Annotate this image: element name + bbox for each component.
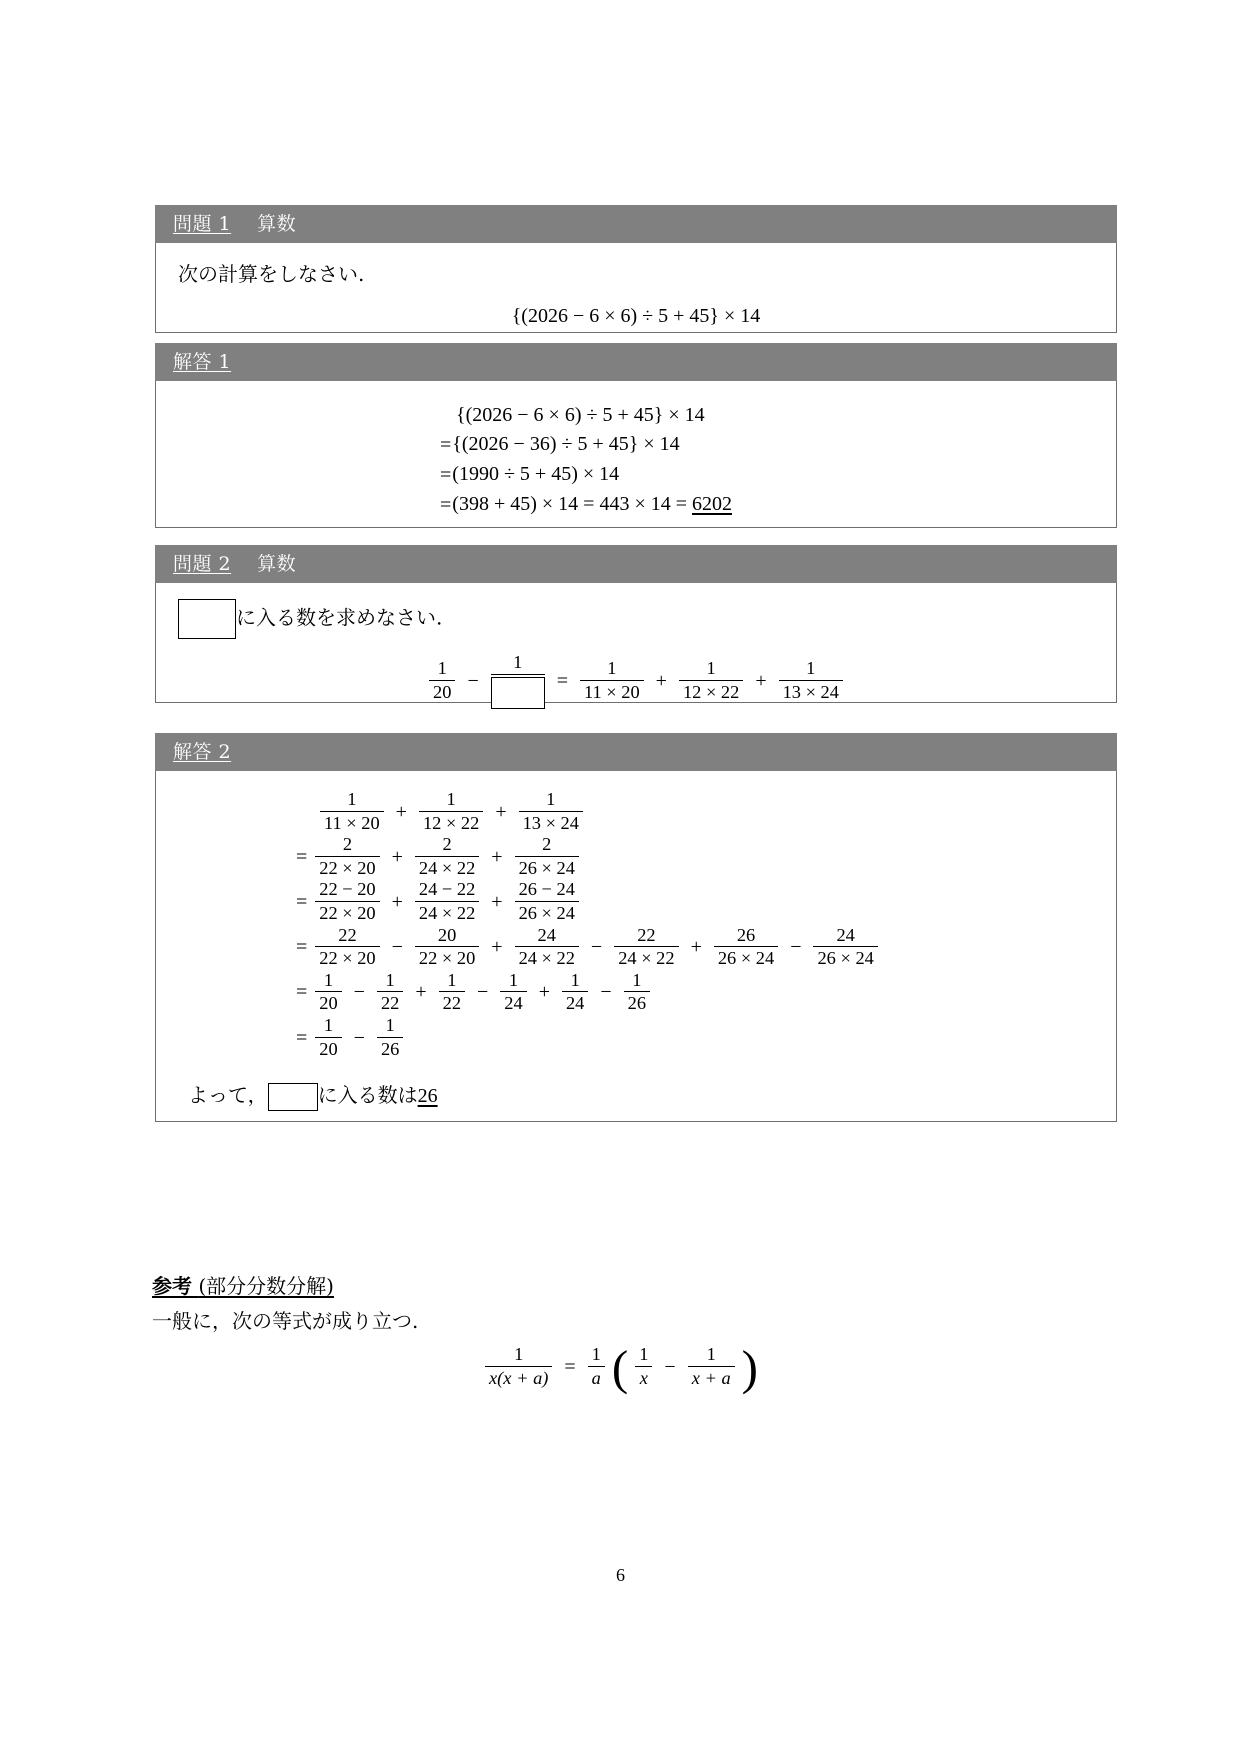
fraction-denominator: 22 bbox=[380, 993, 400, 1014]
problem-2-body bbox=[155, 583, 1117, 703]
fraction-denominator: 24 × 22 bbox=[518, 948, 575, 969]
problem-2-subject: 算数 bbox=[257, 553, 297, 575]
fraction-numerator: 26 bbox=[714, 925, 778, 948]
problem-1-expression-text: {(2026 − 6 × 6) ÷ 5 + 45} × 14 bbox=[511, 305, 761, 327]
page-number: 6 bbox=[616, 1565, 625, 1585]
answer-1-line bbox=[440, 433, 1094, 457]
problem-2-instruction-text: に入る数を求めなさい. bbox=[236, 605, 443, 630]
minus-operator: − bbox=[353, 981, 365, 1004]
fraction bbox=[679, 658, 743, 702]
fraction bbox=[377, 1015, 403, 1059]
plus-operator: + bbox=[690, 936, 702, 959]
equals-operator: = bbox=[564, 1355, 576, 1378]
fraction-denominator: 26 × 24 bbox=[817, 948, 874, 969]
fraction-denominator: 24 × 22 bbox=[618, 948, 675, 969]
minus-operator: − bbox=[664, 1355, 676, 1378]
fraction bbox=[588, 1344, 605, 1388]
fraction-denominator: 26 bbox=[380, 1038, 400, 1059]
paren-open: ( bbox=[611, 1339, 629, 1395]
fraction-denominator: 24 × 22 bbox=[418, 857, 476, 878]
answer-1-line-4-prefix: (398 + 45) × 14 = 443 × 14 = bbox=[452, 492, 692, 515]
answer-2-header bbox=[155, 733, 1117, 771]
plus-operator: + bbox=[415, 981, 427, 1004]
fraction-numerator: 26 − 24 bbox=[515, 879, 579, 902]
minus-operator: − bbox=[590, 936, 603, 959]
fraction-denominator: 13 × 24 bbox=[522, 812, 579, 833]
fraction-numerator: 1 bbox=[419, 789, 483, 812]
minus-operator: − bbox=[391, 936, 403, 959]
reference-keyword: 参考 bbox=[152, 1274, 192, 1298]
fraction-numerator: 2 bbox=[415, 834, 479, 857]
fraction-denominator: 22 bbox=[442, 993, 462, 1014]
reference-heading bbox=[152, 1270, 334, 1299]
problem-1-subject: 算数 bbox=[257, 213, 297, 235]
fraction bbox=[415, 879, 479, 923]
fraction-denominator: 26 × 24 bbox=[717, 948, 775, 969]
problem-2-block bbox=[155, 545, 1117, 703]
answer-2-body bbox=[155, 771, 1117, 1122]
fraction bbox=[415, 834, 479, 878]
fraction bbox=[485, 1344, 552, 1388]
answer-1-line-2-text: {(2026 − 36) ÷ 5 + 45} × 14 bbox=[452, 433, 680, 455]
fraction-numerator: 20 bbox=[415, 925, 479, 948]
answer-2-title: 解答 2 bbox=[173, 741, 232, 763]
minus-operator: − bbox=[600, 981, 612, 1004]
equals-lead: = bbox=[440, 463, 452, 486]
fraction-numerator: 24 bbox=[813, 925, 877, 948]
fraction-denominator: 20 bbox=[319, 1038, 338, 1059]
plus-operator: + bbox=[391, 845, 403, 868]
line-lead: = bbox=[296, 891, 308, 914]
answer-1-title: 解答 1 bbox=[173, 351, 232, 373]
fraction bbox=[779, 658, 843, 702]
fraction-numerator: 22 bbox=[614, 925, 678, 948]
answer-1-line bbox=[440, 493, 1094, 517]
fraction-numerator: 22 bbox=[315, 925, 379, 948]
fraction-denominator: x + a bbox=[691, 1367, 731, 1388]
minus-operator: − bbox=[477, 981, 489, 1004]
answer-blank-box bbox=[268, 1083, 318, 1111]
plus-operator: + bbox=[495, 800, 507, 823]
fraction-denominator: 22 × 20 bbox=[418, 948, 476, 969]
answer-2-derivation bbox=[178, 790, 1094, 1060]
reference-formula bbox=[0, 1339, 1241, 1395]
fraction-numerator: 22 − 20 bbox=[315, 879, 379, 902]
answer-1-final-value: 6202 bbox=[692, 492, 732, 515]
fraction-denominator: 20 bbox=[433, 681, 452, 702]
conclusion-prefix: よって， bbox=[188, 1083, 268, 1108]
minus-operator: − bbox=[353, 1026, 365, 1049]
answer-1-block bbox=[155, 343, 1117, 528]
fraction bbox=[315, 970, 341, 1014]
fraction-denominator: 12 × 22 bbox=[422, 812, 480, 833]
fraction bbox=[500, 970, 526, 1014]
fraction-denominator: x(x + a) bbox=[489, 1367, 549, 1388]
fraction bbox=[688, 1344, 735, 1388]
equals-lead: = bbox=[440, 493, 452, 516]
fraction-denominator: 22 × 20 bbox=[319, 857, 376, 878]
fraction-denominator: x bbox=[639, 1367, 648, 1388]
fraction bbox=[439, 970, 465, 1014]
fraction-numerator: 1 bbox=[679, 658, 743, 681]
fraction bbox=[419, 789, 483, 833]
fraction-denominator: 12 × 22 bbox=[682, 681, 740, 702]
fraction bbox=[320, 789, 384, 833]
fraction-denominator: 22 × 20 bbox=[319, 903, 376, 924]
problem-1-header bbox=[155, 205, 1117, 243]
fraction-denominator: 22 × 20 bbox=[319, 948, 376, 969]
answer-1-derivation bbox=[178, 404, 1094, 517]
fraction-numerator: 1 bbox=[320, 789, 384, 812]
fraction-numerator: 24 − 22 bbox=[415, 879, 479, 902]
fraction-numerator: 24 bbox=[515, 925, 579, 948]
conclusion-value: 26 bbox=[417, 1085, 438, 1108]
fraction-denominator: 26 bbox=[627, 993, 647, 1014]
fraction bbox=[635, 1344, 652, 1388]
fraction bbox=[515, 834, 579, 878]
fraction bbox=[377, 970, 403, 1014]
fraction bbox=[315, 1015, 341, 1059]
fraction-numerator: 1 bbox=[624, 970, 650, 993]
plus-operator: + bbox=[655, 669, 667, 692]
problem-1-title: 問題 1 bbox=[173, 213, 232, 235]
answer-2-line bbox=[296, 790, 1094, 834]
answer-2-conclusion bbox=[178, 1080, 1094, 1111]
fraction-numerator: 2 bbox=[315, 834, 379, 857]
answer-1-body bbox=[155, 381, 1117, 528]
line-lead: = bbox=[296, 936, 308, 959]
conclusion-middle: に入る数は bbox=[317, 1083, 418, 1108]
fraction bbox=[519, 789, 583, 833]
answer-1-line-1-text: {(2026 − 6 × 6) ÷ 5 + 45} × 14 bbox=[456, 404, 705, 426]
answer-2-line bbox=[296, 835, 1094, 879]
fraction-denominator: a bbox=[591, 1367, 601, 1388]
fraction bbox=[515, 879, 579, 923]
fraction bbox=[415, 925, 479, 969]
line-lead: = bbox=[296, 845, 308, 868]
fraction-denominator bbox=[491, 675, 545, 709]
plus-operator: + bbox=[538, 981, 550, 1004]
answer-2-line bbox=[296, 1016, 1094, 1060]
plus-operator: + bbox=[395, 800, 407, 823]
reference-heading-text bbox=[152, 1274, 334, 1298]
fraction-numerator: 1 bbox=[580, 658, 644, 681]
fraction bbox=[562, 970, 588, 1014]
fraction-denominator: 20 bbox=[319, 993, 338, 1014]
answer-1-line bbox=[440, 404, 1094, 427]
fraction bbox=[315, 834, 379, 878]
line-lead: = bbox=[296, 981, 308, 1004]
fraction-numerator: 1 bbox=[635, 1344, 652, 1367]
fraction bbox=[580, 658, 644, 702]
line-lead: = bbox=[296, 1026, 308, 1049]
answer-blank-box bbox=[491, 677, 545, 709]
fraction-numerator: 1 bbox=[588, 1344, 605, 1367]
fraction-numerator: 1 bbox=[315, 1015, 341, 1038]
fraction-denominator: 24 × 22 bbox=[418, 903, 476, 924]
problem-2-header bbox=[155, 545, 1117, 583]
fraction-numerator: 2 bbox=[515, 834, 579, 857]
fraction-denominator: 11 × 20 bbox=[324, 812, 380, 833]
problem-2-equation bbox=[178, 653, 1094, 710]
plus-operator: + bbox=[491, 845, 503, 868]
fraction bbox=[714, 925, 778, 969]
answer-blank-box bbox=[178, 599, 236, 639]
reference-statement bbox=[152, 1305, 418, 1334]
problem-2-title: 問題 2 bbox=[173, 553, 232, 575]
equals-lead: = bbox=[440, 433, 452, 456]
paren-close: ) bbox=[741, 1339, 758, 1395]
fraction-numerator: 1 bbox=[377, 970, 403, 993]
fraction-numerator: 1 bbox=[439, 970, 465, 993]
problem-2-instruction bbox=[178, 599, 1094, 639]
answer-2-line bbox=[296, 880, 1094, 924]
equals-operator: = bbox=[556, 669, 568, 692]
fraction bbox=[515, 925, 579, 969]
fraction-numerator: 1 bbox=[779, 658, 843, 681]
answer-1-line-3-text: (1990 ÷ 5 + 45) × 14 bbox=[452, 462, 620, 485]
fraction-numerator: 1 bbox=[491, 652, 545, 675]
problem-1-instruction: 次の計算をしなさい. bbox=[178, 262, 365, 286]
minus-operator: − bbox=[467, 669, 479, 692]
minus-operator: − bbox=[790, 936, 802, 959]
fraction-numerator: 1 bbox=[688, 1344, 735, 1367]
plus-operator: + bbox=[491, 891, 503, 914]
fraction-numerator: 1 bbox=[485, 1344, 552, 1367]
answer-2-block bbox=[155, 733, 1117, 1122]
plus-operator: + bbox=[391, 891, 403, 914]
fraction bbox=[315, 879, 379, 923]
fraction-with-blank-denominator bbox=[491, 652, 545, 709]
fraction bbox=[813, 925, 877, 969]
reference-paren: (部分分数分解) bbox=[198, 1274, 334, 1298]
fraction-numerator: 1 bbox=[500, 970, 526, 993]
fraction-numerator: 1 bbox=[429, 658, 455, 681]
fraction-denominator: 13 × 24 bbox=[782, 681, 839, 702]
answer-2-line bbox=[296, 971, 1094, 1015]
problem-1-body bbox=[155, 243, 1117, 333]
fraction-denominator: 24 bbox=[565, 993, 585, 1014]
fraction-denominator: 11 × 20 bbox=[584, 681, 640, 702]
fraction bbox=[624, 970, 650, 1014]
answer-1-line bbox=[440, 463, 1094, 487]
answer-2-line bbox=[296, 926, 1094, 970]
problem-1-expression bbox=[178, 305, 1094, 328]
fraction-denominator: 24 bbox=[504, 993, 523, 1014]
answer-1-header bbox=[155, 343, 1117, 381]
fraction-numerator: 1 bbox=[562, 970, 588, 993]
fraction bbox=[315, 925, 379, 969]
problem-1-block bbox=[155, 205, 1117, 333]
fraction-denominator: 26 × 24 bbox=[518, 857, 575, 878]
fraction-numerator: 1 bbox=[315, 970, 341, 993]
fraction-denominator: 26 × 24 bbox=[518, 903, 575, 924]
fraction bbox=[614, 925, 678, 969]
plus-operator: + bbox=[755, 669, 767, 692]
fraction-numerator: 1 bbox=[519, 789, 583, 812]
fraction bbox=[429, 658, 455, 702]
plus-operator: + bbox=[491, 936, 503, 959]
reference-statement-text: 一般に，次の等式が成り立つ. bbox=[152, 1309, 419, 1333]
fraction-numerator: 1 bbox=[377, 1015, 403, 1038]
